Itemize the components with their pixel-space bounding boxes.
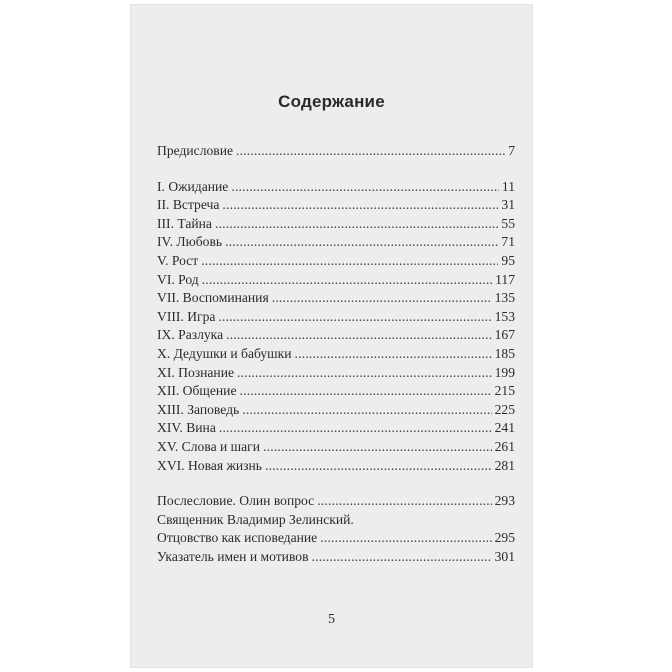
toc-entry-title: Послесловие. Олин вопрос	[157, 493, 315, 509]
toc-entry-chapter	[157, 308, 515, 327]
dot-leader	[320, 529, 491, 548]
spacer	[157, 475, 515, 492]
toc-entry-page: 293	[494, 493, 515, 509]
toc-entry-index	[157, 548, 515, 567]
toc-entry-author-line: Священник Владимир Зелинский.	[157, 511, 354, 527]
toc-entry-title: X. Дедушки и бабушки	[157, 345, 292, 361]
toc-entry-title: VII. Воспоминания	[157, 290, 269, 306]
toc-entry-title: XI. Познание	[157, 364, 235, 380]
toc-entry-page: 281	[494, 457, 515, 473]
toc-entry-chapter	[157, 178, 515, 197]
toc-entry-page: 135	[494, 290, 515, 306]
toc-entry-chapter	[157, 364, 515, 383]
dot-leader	[265, 457, 492, 476]
dot-leader	[218, 308, 491, 327]
toc-entry-page: 261	[494, 438, 515, 454]
toc-entry-chapter	[157, 289, 515, 308]
toc-entry-chapter	[157, 326, 515, 345]
table-of-contents	[157, 142, 515, 566]
book-page	[130, 4, 533, 668]
spacer	[157, 161, 515, 178]
toc-entry-page: 199	[494, 364, 515, 380]
toc-entry-page: 153	[494, 308, 515, 324]
toc-entry-title: IX. Разлука	[157, 327, 224, 343]
toc-entry-chapter	[157, 271, 515, 290]
dot-leader	[236, 142, 505, 161]
toc-entry-page: 215	[494, 383, 515, 399]
toc-entry-page: 241	[494, 420, 515, 436]
toc-entry-page: 117	[495, 271, 515, 287]
dot-leader	[272, 289, 492, 308]
toc-entry-essay	[157, 529, 515, 548]
toc-entry-title: Указатель имен и мотивов	[157, 548, 309, 564]
toc-entry-title: XII. Общение	[157, 383, 237, 399]
toc-entry-chapter	[157, 252, 515, 271]
toc-entry-title: III. Тайна	[157, 215, 212, 231]
toc-entry-title: XV. Слова и шаги	[157, 438, 261, 454]
dot-leader	[240, 382, 492, 401]
dot-leader	[242, 401, 491, 420]
dot-leader	[201, 252, 498, 271]
toc-entry-chapter	[157, 233, 515, 252]
toc-entry-page: 301	[494, 548, 515, 564]
toc-entry-chapter	[157, 215, 515, 234]
dot-leader	[263, 438, 492, 457]
dot-leader	[222, 196, 498, 215]
dot-leader	[225, 233, 498, 252]
dot-leader	[202, 271, 492, 290]
toc-entry-chapter	[157, 196, 515, 215]
dot-leader	[295, 345, 492, 364]
toc-entry-title: Предисловие	[157, 143, 234, 158]
toc-entry-title: VIII. Игра	[157, 308, 216, 324]
toc-entry-page: 95	[501, 252, 515, 268]
toc-entry-title: XIII. Заповедь	[157, 401, 240, 417]
toc-entry-title: Отцовство как исповедание	[157, 530, 318, 546]
toc-entry-title: XIV. Вина	[157, 420, 216, 436]
dot-leader	[237, 364, 492, 383]
toc-entry-page: 167	[494, 327, 515, 343]
toc-entry-chapter	[157, 457, 515, 476]
toc-entry-page: 7	[508, 143, 515, 158]
dot-leader	[317, 492, 491, 511]
toc-entry-title: VI. Род	[157, 271, 199, 287]
toc-entry-page: 185	[494, 345, 515, 361]
toc-entry-page: 11	[501, 178, 515, 194]
dot-leader	[215, 215, 498, 234]
toc-entry-title: V. Рост	[157, 252, 199, 268]
toc-entry-chapter	[157, 438, 515, 457]
toc-entry-page: 55	[501, 215, 515, 231]
toc-entry-afterword	[157, 492, 515, 511]
toc-entry-page: 31	[501, 197, 515, 213]
page-title: Содержание	[278, 92, 385, 111]
toc-entry-preface	[157, 142, 515, 161]
toc-entry-title: I. Ожидание	[157, 178, 229, 194]
toc-entry-page: 71	[501, 234, 515, 250]
toc-entry-chapter	[157, 401, 515, 420]
toc-entry-title: XVI. Новая жизнь	[157, 457, 263, 473]
toc-entry-page: 225	[494, 401, 515, 417]
page-number: 5	[328, 612, 335, 627]
toc-entry-title: IV. Любовь	[157, 234, 223, 250]
dot-leader	[219, 419, 492, 438]
dot-leader	[312, 548, 492, 567]
toc-entry-chapter	[157, 419, 515, 438]
toc-entry-page: 295	[494, 530, 515, 546]
toc-entry-chapter	[157, 345, 515, 364]
toc-entry-title: II. Встреча	[157, 197, 220, 213]
dot-leader	[231, 178, 499, 197]
toc-entry-chapter	[157, 382, 515, 401]
dot-leader	[226, 326, 491, 345]
